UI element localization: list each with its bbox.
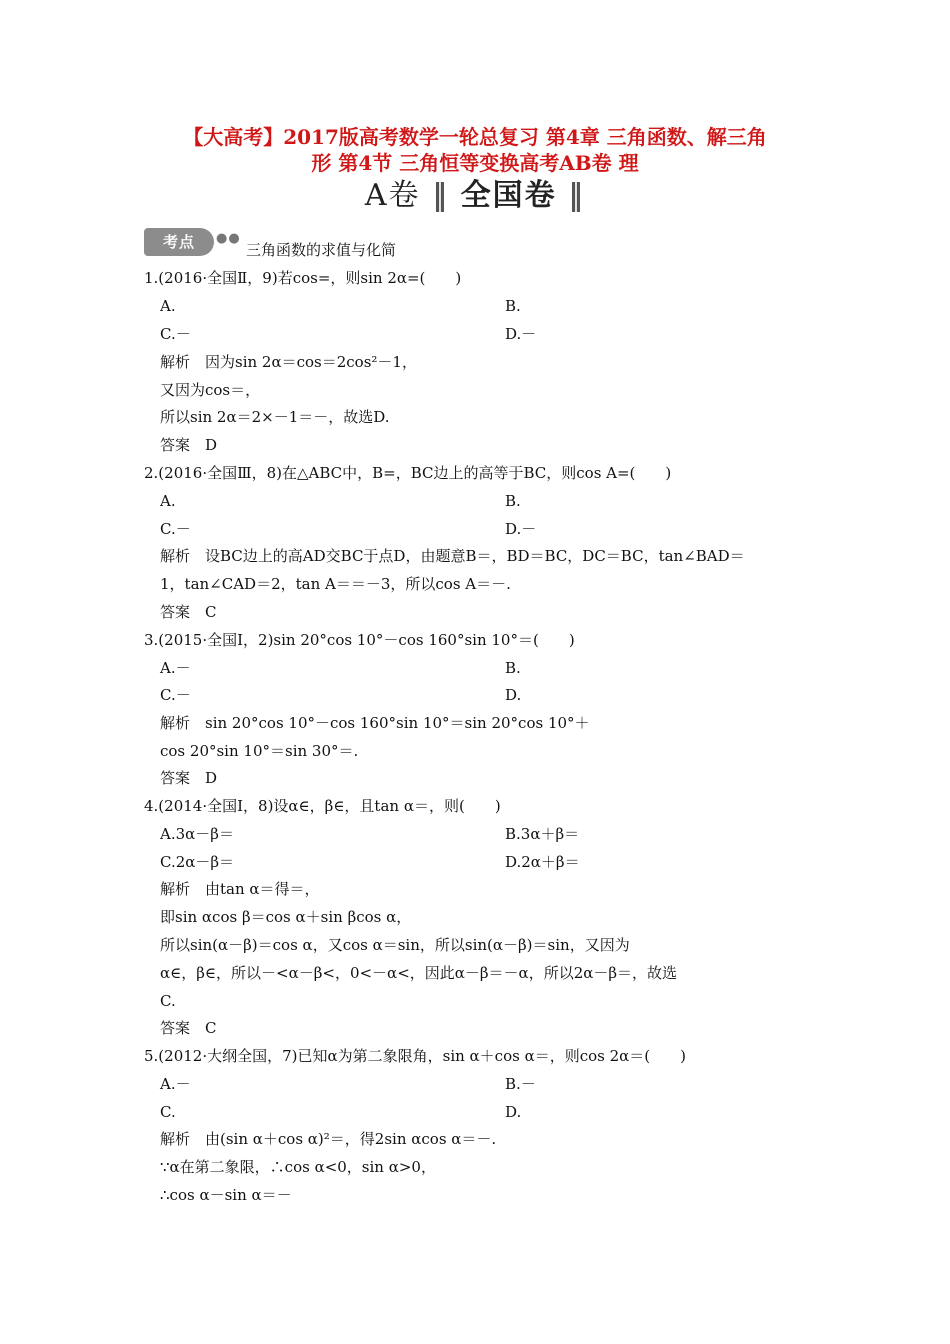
q3-option-c: C.－ xyxy=(160,686,191,704)
q1-stem: 1.(2016·全国Ⅱ，9)若cos=，则sin 2α=( ) xyxy=(144,269,462,287)
document-title xyxy=(130,124,820,176)
q5-option-c: C. xyxy=(160,1103,176,1121)
q5-solution-line: ∵α在第二象限，∴cos α<0，sin α>0， xyxy=(160,1158,436,1176)
section-heading xyxy=(0,178,950,214)
q4-option-b: B.3α＋β＝ xyxy=(505,825,580,843)
q4-option-a: A.3α－β＝ xyxy=(160,825,234,843)
q5-stem: 5.(2012·大纲全国，7)已知α为第二象限角，sin α＋cos α＝，则cos 2α＝( ) xyxy=(144,1047,686,1065)
q3-option-a: A.－ xyxy=(160,659,191,677)
q4-solution-line: 解析 由tan α＝得＝， xyxy=(160,880,320,898)
q1-option-c: C.－ xyxy=(160,325,191,343)
q2-option-c: C.－ xyxy=(160,520,191,538)
q3-option-d: D. xyxy=(505,686,522,704)
q2-answer: 答案 C xyxy=(160,603,217,621)
q2-stem: 2.(2016·全国Ⅲ，8)在△ABC中，B=，BC边上的高等于BC，则cos A=( ) xyxy=(144,464,672,482)
kaodian-topic: 三角函数的求值与化简 xyxy=(246,241,397,259)
q3-solution-line: 解析 sin 20°cos 10°－cos 160°sin 10°＝sin 20°cos 10°＋ xyxy=(160,714,590,732)
q2-solution-line: 解析 设BC边上的高AD交BC于点D，由题意B＝，BD＝BC，DC＝BC，tan∠BAD＝ xyxy=(160,547,745,565)
q2-option-b: B. xyxy=(505,492,521,510)
q4-solution-line: C. xyxy=(160,992,176,1010)
q4-option-d: D.2α＋β＝ xyxy=(505,853,580,871)
q1-solution-line: 所以sin 2α＝2×－1＝－，故选D. xyxy=(160,408,390,426)
q4-stem: 4.(2014·全国Ⅰ，8)设α∈，β∈，且tan α＝，则( ) xyxy=(144,797,501,815)
q4-option-c: C.2α－β＝ xyxy=(160,853,235,871)
section-national-label: 全国卷 xyxy=(460,178,557,213)
title-line-1: 【大高考】2017版高考数学一轮总复习 第4章 三角函数、解三角 xyxy=(183,125,767,149)
q5-solution-line: ∴cos α－sin α＝－ xyxy=(160,1186,292,1204)
q1-option-b: B. xyxy=(505,297,521,315)
q3-stem: 3.(2015·全国Ⅰ，2)sin 20°cos 10°－cos 160°sin 10°＝( ) xyxy=(144,631,575,649)
section-label: A卷 xyxy=(364,178,421,213)
q2-option-a: A. xyxy=(160,492,176,510)
q1-option-a: A. xyxy=(160,297,176,315)
q1-solution-line: 又因为cos＝， xyxy=(160,381,261,399)
q1-solution-line: 解析 因为sin 2α＝cos＝2cos²－1， xyxy=(160,353,417,371)
q5-option-a: A.－ xyxy=(160,1075,191,1093)
q5-solution-line: 解析 由(sin α＋cos α)²＝，得2sin αcos α＝－. xyxy=(160,1130,497,1148)
q5-option-d: D. xyxy=(505,1103,522,1121)
q2-solution-line: 1，tan∠CAD＝2，tan A＝＝－3，所以cos A＝－. xyxy=(160,575,511,593)
kaodian-dots-icon: ●● xyxy=(216,231,241,246)
q4-solution-line: 所以sin(α－β)＝cos α，又cos α＝sin，所以sin(α－β)＝sin，又因为 xyxy=(160,936,630,954)
q4-answer: 答案 C xyxy=(160,1019,217,1037)
q3-answer: 答案 D xyxy=(160,769,218,787)
q5-option-b: B.－ xyxy=(505,1075,536,1093)
q3-solution-line: cos 20°sin 10°＝sin 30°＝. xyxy=(160,742,359,760)
q1-option-d: D.－ xyxy=(505,325,537,343)
kaodian-badge: 考点 xyxy=(144,228,214,256)
section-separator-left: ‖ xyxy=(432,178,450,213)
q4-solution-line: 即sin αcos β＝cos α＋sin βcos α， xyxy=(160,908,412,926)
section-separator-right: ‖ xyxy=(568,178,586,213)
q2-option-d: D.－ xyxy=(505,520,537,538)
q4-solution-line: α∈，β∈，所以－<α－β<，0<－α<，因此α－β＝－α，所以2α－β＝，故选 xyxy=(160,964,678,982)
title-line-2: 形 第4节 三角恒等变换高考AB卷 理 xyxy=(311,151,639,175)
q3-option-b: B. xyxy=(505,659,521,677)
q1-answer: 答案 D xyxy=(160,436,218,454)
